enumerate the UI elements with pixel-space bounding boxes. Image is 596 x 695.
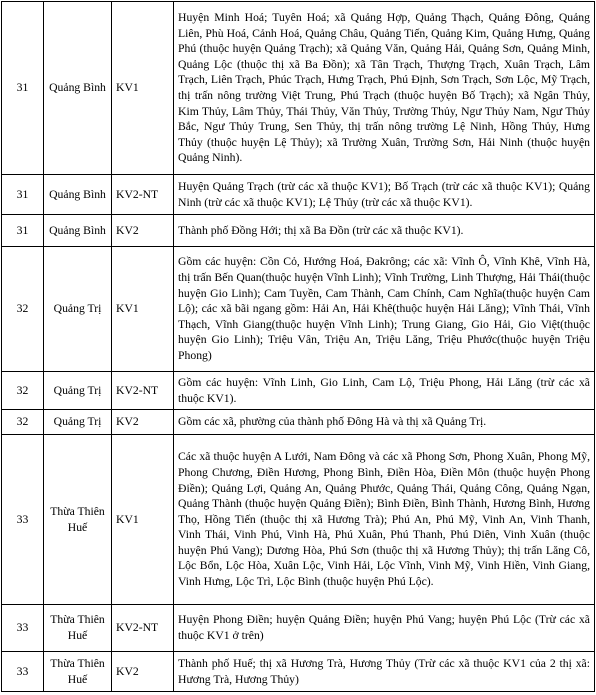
province-name-cell: Quảng Bình: [44, 175, 112, 215]
table-row: [2, 247, 595, 372]
province-name-cell: Thừa Thiên Huế: [44, 652, 112, 692]
province-code-cell: 32: [2, 410, 44, 435]
table-row: [2, 410, 595, 435]
table-row: [2, 605, 595, 652]
province-code-cell: 32: [2, 372, 44, 410]
province-code-cell: 31: [2, 2, 44, 175]
priority-region-table: [1, 1, 595, 692]
area-description-cell: Gồm các huyện: Cồn Cỏ, Hướng Hoá, Đakrông; các xã: Vĩnh Ô, Vĩnh Khê, Vĩnh Hà, thị trấn Bến Quan(thuộc huyện Vĩnh Linh); Vĩnh Trường, Linh Thượng, Hải Thái(thuộc huyện Gio Linh); Cam Tuyền, Cam Thành, Cam Chính, Cam Nghĩa(thuộc huyện Cam Lộ); các xã bãi ngang gồm: Hải An, Hải Khê(thuộc huyện Hải Lăng); Vĩnh Thái, Vĩnh Thạch, Vĩnh Giang(thuộc huyện Vĩnh Linh); Trung Giang, Gio Hải, Gio Việt(thuộc huyện Gio Linh); Triệu Vân, Triệu An, Triệu Lăng, Triệu Phước(thuộc huyện Triệu Phong): [174, 247, 595, 372]
table-row: [2, 175, 595, 215]
province-name-cell: Thừa Thiên Huế: [44, 435, 112, 605]
area-description-cell: Gồm các huyện: Vĩnh Linh, Gio Linh, Cam Lộ, Triệu Phong, Hải Lăng (trừ các xã thuộc KV1).: [174, 372, 595, 410]
province-code-cell: 33: [2, 435, 44, 605]
province-code-cell: 32: [2, 247, 44, 372]
province-name-cell: Quảng Bình: [44, 2, 112, 175]
area-description-cell: Huyện Quảng Trạch (trừ các xã thuộc KV1); Bố Trạch (trừ các xã thuộc KV1); Quảng Ninh (trừ các xã thuộc KV1); Lệ Thủy (trừ các xã thuộc KV1).: [174, 175, 595, 215]
province-name-cell: Quảng Trị: [44, 372, 112, 410]
area-code-cell: KV1: [112, 2, 174, 175]
area-code-cell: KV2: [112, 652, 174, 692]
province-name-cell: Quảng Bình: [44, 215, 112, 247]
area-description-cell: Thành phố Huế; thị xã Hương Trà, Hương Thủy (Trừ các xã thuộc KV1 của 2 thị xã: Hương Trà, Hương Thủy): [174, 652, 595, 692]
province-name-cell: Quảng Trị: [44, 247, 112, 372]
area-code-cell: KV2: [112, 410, 174, 435]
province-code-cell: 31: [2, 215, 44, 247]
province-name-cell: Quảng Trị: [44, 410, 112, 435]
area-description-cell: Gồm các xã, phường của thành phố Đông Hà và thị xã Quảng Trị.: [174, 410, 595, 435]
table-row: [2, 215, 595, 247]
table-row: [2, 652, 595, 692]
area-code-cell: KV2-NT: [112, 605, 174, 652]
area-code-cell: KV1: [112, 435, 174, 605]
province-code-cell: 33: [2, 652, 44, 692]
table-row: [2, 372, 595, 410]
area-description-cell: Thành phố Đồng Hới; thị xã Ba Đồn (trừ các xã thuộc KV1).: [174, 215, 595, 247]
area-description-cell: Huyện Minh Hoá; Tuyên Hoá; xã Quảng Hợp, Quảng Thạch, Quảng Đông, Quảng Liên, Phù Hoá, Cảnh Hoá, Quảng Châu, Quảng Tiến, Quảng Kim, Quảng Hưng, Quảng Phú (thuộc huyện Quảng Trạch); xã Quảng Văn, Quảng Hải, Quảng Sơn, Quảng Minh, Quảng Lộc (thuộc thị xã Ba Đồn); xã Tân Trạch, Thượng Trạch, Xuân Trạch, Lâm Trạch, Liên Trạch, Phúc Trạch, Hưng Trạch, Phú Định, Sơn Trạch, Sơn Lộc, Mỹ Trạch, thị trấn nông trường Việt Trung, Phú Trạch (thuộc huyện Bố Trạch); xã Ngân Thủy, Kim Thủy, Lâm Thủy, Thái Thủy, Văn Thủy, Trường Thủy, Ngư Thủy Nam, Ngư Thủy Bắc, Ngư Thủy Trung, Sen Thủy, thị trấn nông trường Lệ Ninh, Hồng Thủy, Hưng Thủy (thuộc huyện Lệ Thủy); xã Trường Xuân, Trường Sơn, Hải Ninh (thuộc huyện Quảng Ninh).: [174, 2, 595, 175]
province-code-cell: 31: [2, 175, 44, 215]
area-description-cell: Huyện Phong Điền; huyện Quảng Điền; huyện Phú Vang; huyện Phú Lộc (Trừ các xã thuộc KV1 ở trên): [174, 605, 595, 652]
area-code-cell: KV1: [112, 247, 174, 372]
area-code-cell: KV2: [112, 215, 174, 247]
area-code-cell: KV2-NT: [112, 175, 174, 215]
province-name-cell: Thừa Thiên Huế: [44, 605, 112, 652]
province-code-cell: 33: [2, 605, 44, 652]
area-code-cell: KV2-NT: [112, 372, 174, 410]
table-row: [2, 435, 595, 605]
area-description-cell: Các xã thuộc huyện A Lưới, Nam Đông và các xã Phong Sơn, Phong Xuân, Phong Mỹ, Phong Chương, Điền Hương, Phong Bình, Điền Hòa, Điền Môn (thuộc huyện Phong Điền); Quảng Lợi, Quảng An, Quảng Phước, Quảng Thái, Quảng Công, Quảng Ngạn, Quảng Thành (thuộc huyện Quảng Điền); Bình Điền, Bình Thành, Hương Bình, Hương Thọ, Hồng Tiến (thuộc thị xã Hương Trà); Phú An, Phú Mỹ, Vinh An, Vinh Thanh, Vinh Thái, Vinh Phú, Vinh Hà, Phú Xuân, Phú Thanh, Phú Diên, Vinh Xuân (thuộc huyện Phú Vang); Dương Hòa, Phú Sơn (thuộc thị xã Hương Thủy); thị trấn Lăng Cô, Lộc Bổn, Lộc Hòa, Xuân Lộc, Vinh Hải, Lộc Vĩnh, Vinh Mỹ, Vinh Hiền, Vinh Giang, Vinh Hưng, Lộc Trì, Lộc Bình (thuộc huyện Phú Lộc).: [174, 435, 595, 605]
table-row: [2, 2, 595, 175]
